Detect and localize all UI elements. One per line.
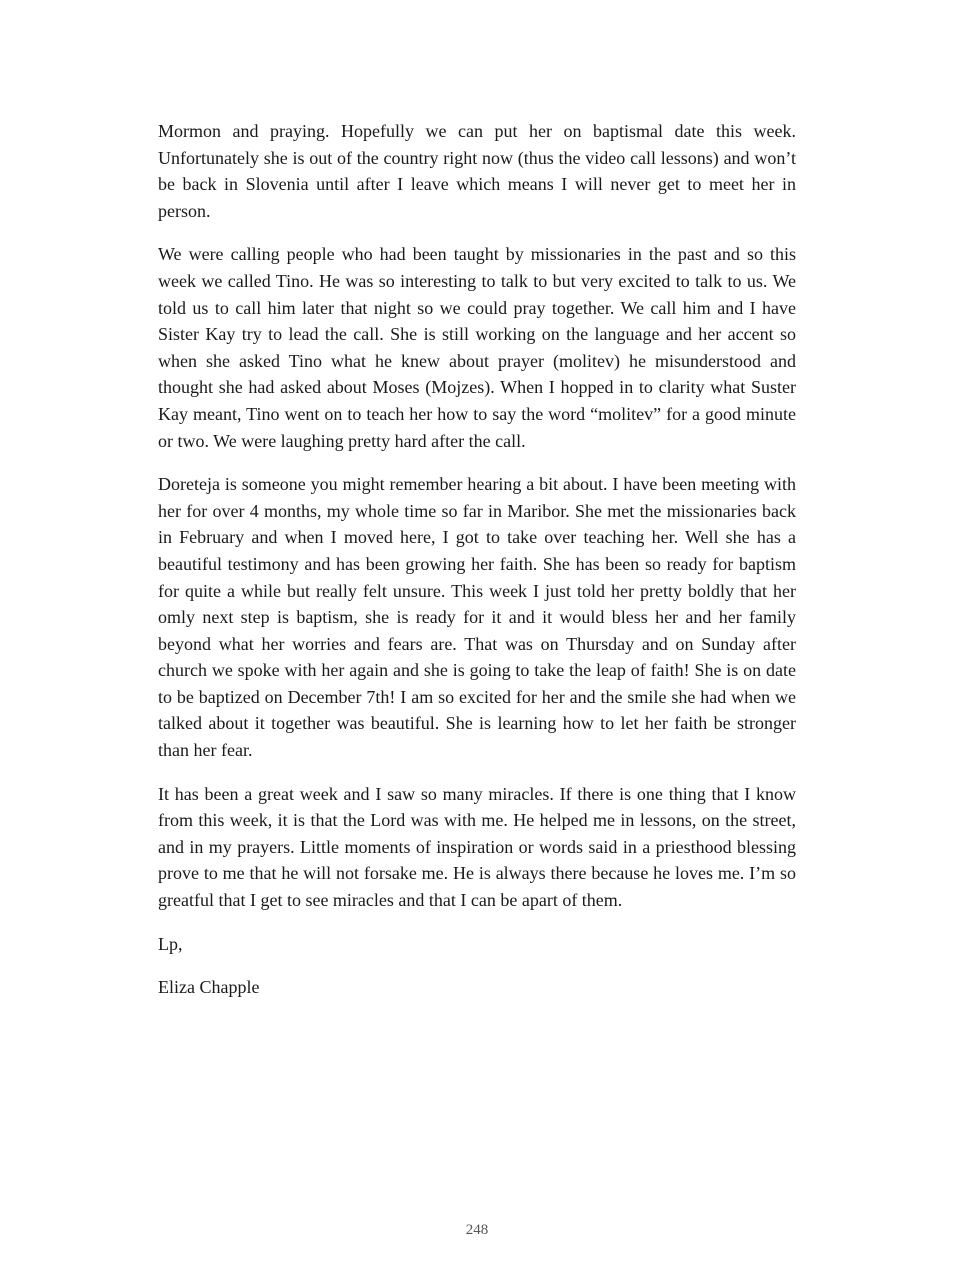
paragraph-tino-call: We were calling people who had been taught by missionaries in the past and so this week we called Tino. He was so interesting to talk to but very excited to talk to us. We told us to call him later that night so we could pray together. We call him and I have Sister Kay try to lead the call. She is still working on the language and her accent so when she asked Tino what he knew about prayer (molitev) he misunderstood and thought she had asked about Moses (Mojzes). When I hopped in to clarity what Suster Kay meant, Tino went on to teach her how to say the word “molitev” for a good minute or two. We were laughing pretty hard after the call. <box>158 244 796 451</box>
closing-text: Lp, <box>158 933 183 954</box>
signature-text: Eliza Chapple <box>158 977 260 998</box>
paragraph-baptismal-date: Mormon and praying. Hopefully we can put her on baptismal date this week. Unfortunately she is out of the country right now (thus the video call lessons) and won’t be back in Slovenia until after I leave which means I will never get to meet her in person. <box>158 121 796 221</box>
paragraph-miracles: It has been a great week and I saw so many miracles. If there is one thing that I know from this week, it is that the Lord was with me. He helped me in lessons, on the street, and in my prayers. Little moments of inspiration or words said in a priesthood blessing prove to me that he will not forsake me. He is always there because he loves me. I’m so greatful that I get to see miracles and that I can be apart of them. <box>158 783 796 911</box>
paragraph-doreteja: Doreteja is someone you might remember hearing a bit about. I have been meeting with her for over 4 months, my whole time so far in Maribor. She met the missionaries back in February and when I moved here, I got to take over teaching her. Well she has a beautiful testimony and has been growing her faith. She has been so ready for baptism for quite a while but really felt unsure. This week I just told her pretty boldly that her omly next step is baptism, she is ready for it and it would bless her and her family beyond what her worries and fears are. That was on Thursday and on Sunday after church we spoke with her again and she is going to take the leap of faith! She is on date to be baptized on December 7th! I am so excited for her and the smile she had when we talked about it together was beautiful. She is learning how to let her faith be stronger than her fear. <box>158 474 796 761</box>
letter-body <box>158 118 796 1018</box>
page-number: 248 <box>465 1222 489 1238</box>
